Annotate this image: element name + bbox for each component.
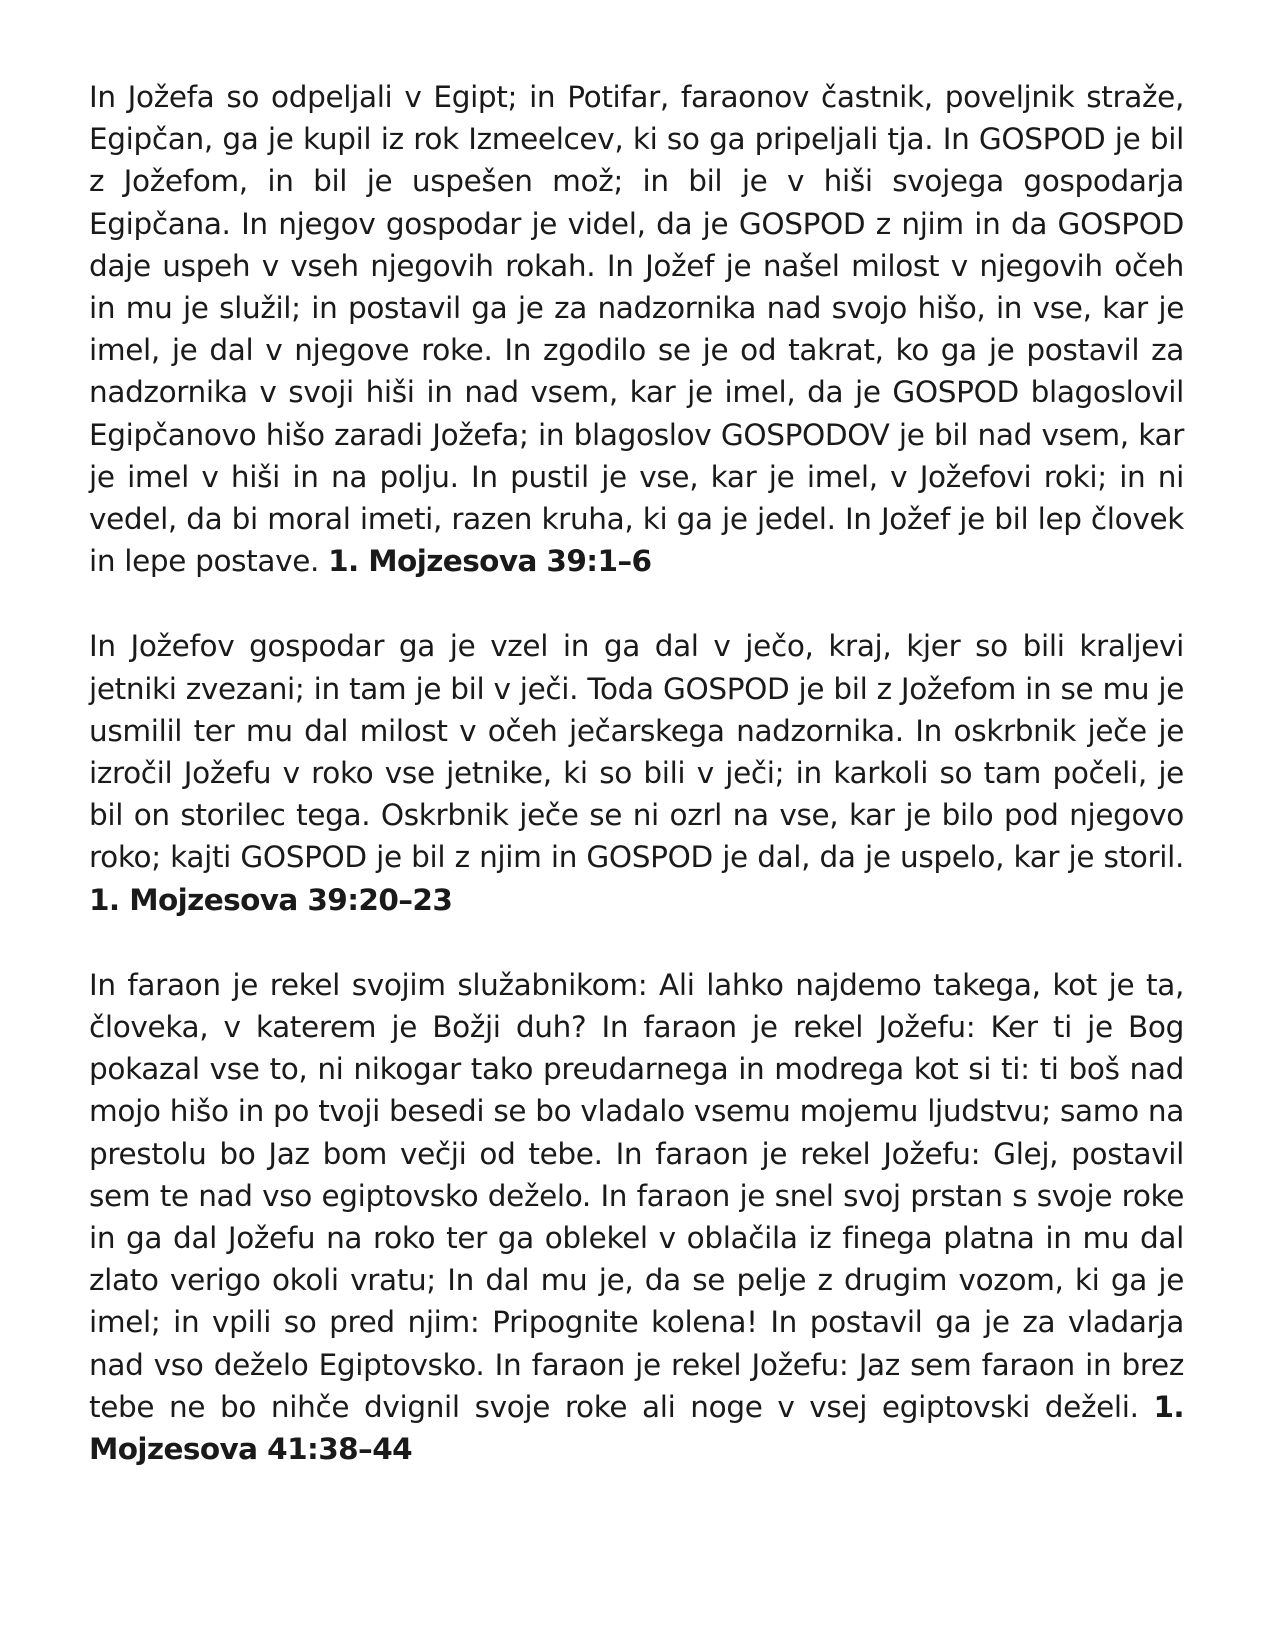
- document-page: [89, 76, 1184, 1513]
- passage-text: In faraon je rekel svojim služabnikom: Ali lahko najdemo takega, kot je ta, človeka, v katerem je Božji duh? In faraon je rekel Jožefu: Ker ti je Bog pokazal vse to, ni nikogar tako preudarnega in modrega kot si ti: ti boš nad mojo hišo in po tvoji besedi se bo vladalo vsemu mojemu ljudstvu; samo na prestolu bo Jaz bom večji od tebe. In faraon je rekel Jožefu: Glej, postavil sem te nad vso egiptovsko deželo. In faraon je snel svoj prstan s svoje roke in ga dal Jožefu na roko ter ga oblekel v oblačila iz finega platna in mu dal zlato verigo okoli vratu; In dal mu je, da se pelje z drugim vozom, ki ga je imel; in vpili so pred njim: Pripognite kolena! In postavil ga je za vladarja nad vso deželo Egiptovsko. In faraon je rekel Jožefu: Jaz sem faraon in brez tebe ne bo nihče dvignil svoje roke ali noge v vsej egiptovski deželi.: [89, 967, 1184, 1424]
- passage-genesis-39-1-6: [89, 76, 1184, 582]
- passage-genesis-39-20-23: [89, 625, 1184, 920]
- passage-text: In Jožefa so odpeljali v Egipt; in Potifar, faraonov častnik, poveljnik straže, Egipčan, ga je kupil iz rok Izmeelcev, ki so ga pripeljali tja. In GOSPOD je bil z Jožefom, in bil je uspešen mož; in bil je v hiši svojega gospodarja Egipčana. In njegov gospodar je videl, da je GOSPOD z njim in da GOSPOD daje uspeh v vseh njegovih rokah. In Jožef je našel milost v njegovih očeh in mu je služil; in postavil ga je za nadzornika nad svojo hišo, in vse, kar je imel, je dal v njegove roke. In zgodilo se je od takrat, ko ga je postavil za nadzornika v svoji hiši in nad vsem, kar je imel, da je GOSPOD blagoslovil Egipčanovo hišo zaradi Jožefa; in blagoslov GOSPODOV je bil nad vsem, kar je imel v hiši in na polju. In pustil je vse, kar je imel, v Jožefovi roki; in ni vedel, da bi moral imeti, razen kruha, ki ga je jedel. In Jožef je bil lep človek in lepe postave.: [89, 80, 1184, 579]
- scripture-reference: 1. Mojzesova 41:38–44: [89, 1389, 1184, 1467]
- passage-text: In Jožefov gospodar ga je vzel in ga dal v ječo, kraj, kjer so bili kraljevi jetniki zvezani; in tam je bil v ječi. Toda GOSPOD je bil z Jožefom in se mu je usmilil ter mu dal milost v očeh ječarskega nadzornika. In oskrbnik ječe je izročil Jožefu v roko vse jetnike, ki so bili v ječi; in karkoli so tam počeli, je bil on storilec tega. Oskrbnik ječe se ni ozrl na vse, kar je bilo pod njegovo roko; kajti GOSPOD je bil z njim in GOSPOD je dal, da je uspelo, kar je storil.: [89, 629, 1184, 875]
- passage-genesis-41-38-44: [89, 964, 1184, 1470]
- scripture-reference: 1. Mojzesova 39:1–6: [328, 544, 652, 579]
- scripture-reference: 1. Mojzesova 39:20–23: [89, 882, 453, 917]
